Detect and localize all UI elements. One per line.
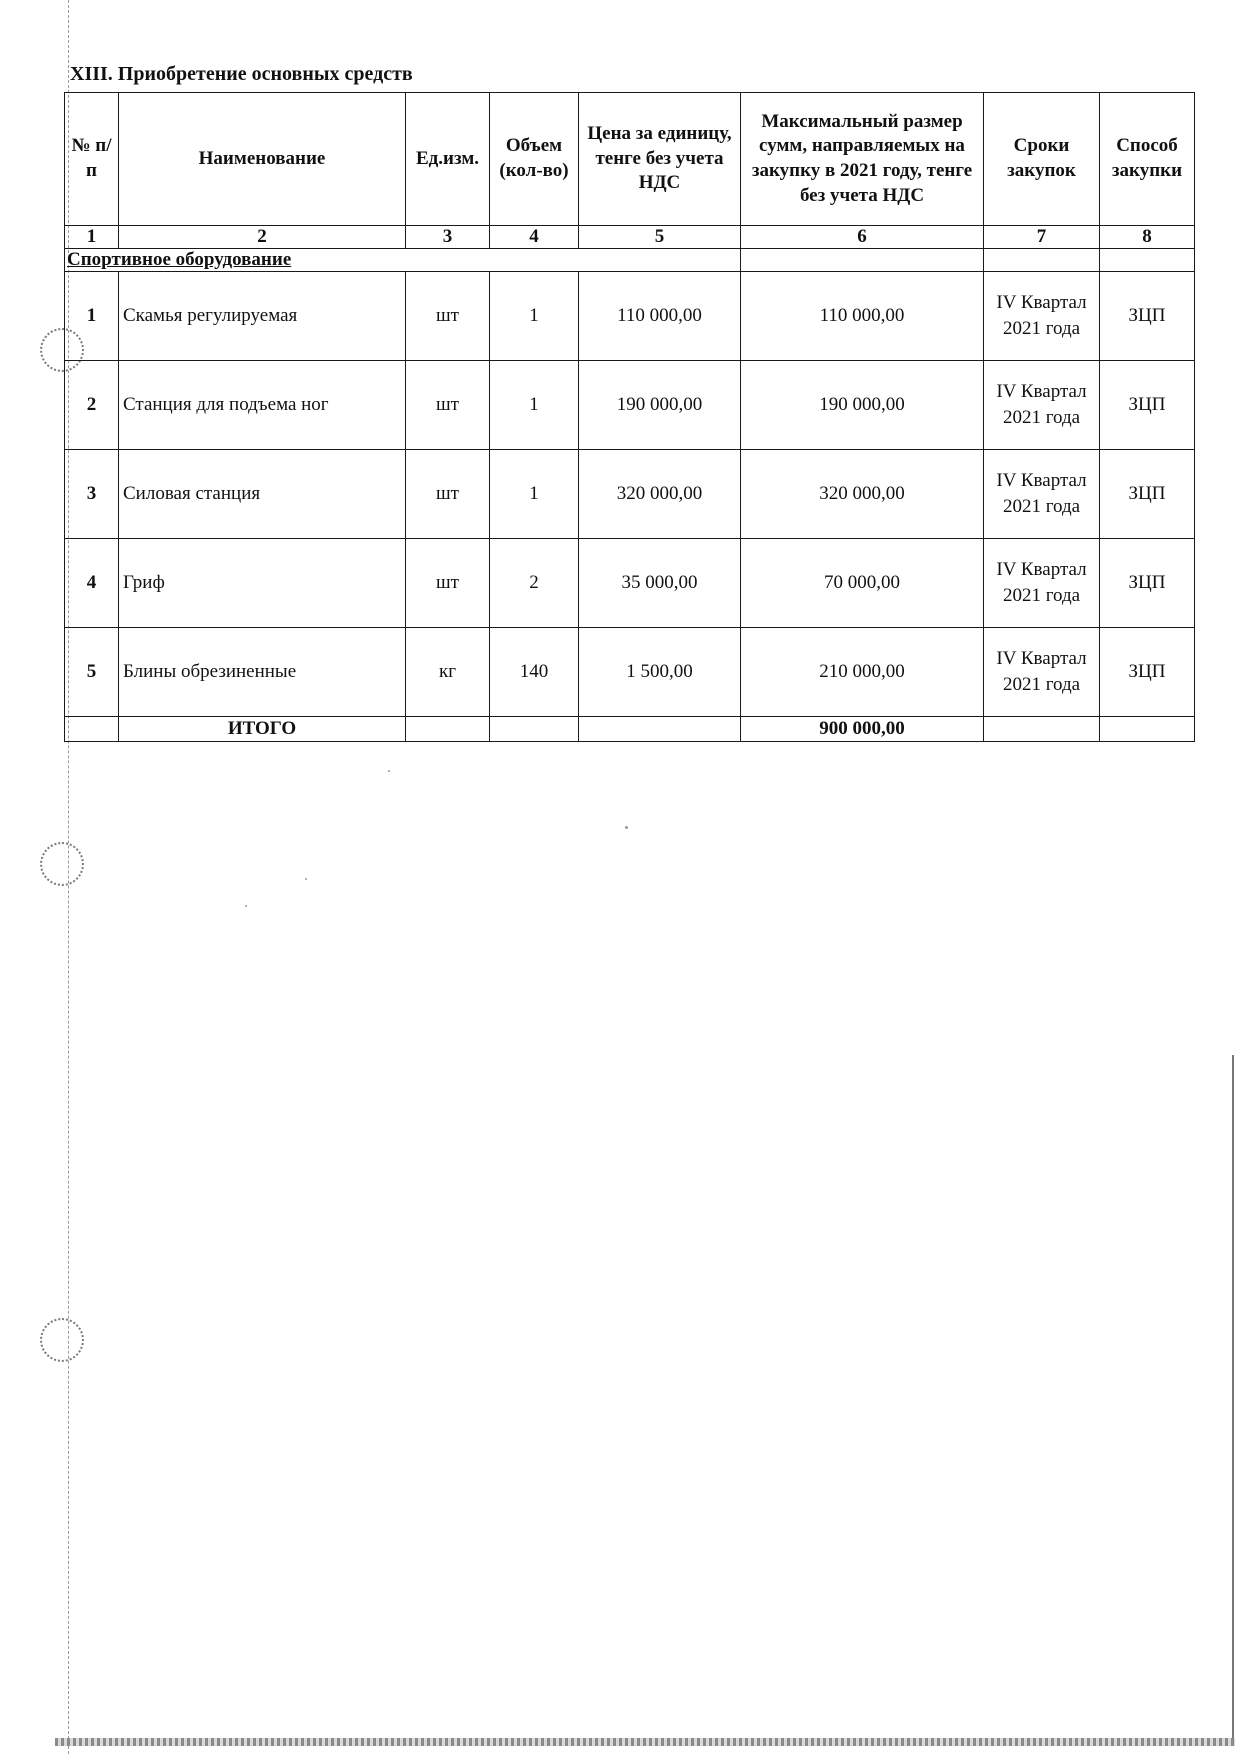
column-number: 7 (984, 226, 1100, 249)
column-number: 6 (741, 226, 984, 249)
item-name: Силовая станция (119, 450, 406, 539)
header-cell-no: № п/п (65, 93, 119, 226)
item-unit: кг (406, 628, 490, 717)
scan-speck (245, 905, 247, 907)
item-method: ЗЦП (1100, 539, 1195, 628)
empty-cell (406, 717, 490, 742)
row-number: 3 (65, 450, 119, 539)
item-term: IV Квартал 2021 года (984, 272, 1100, 361)
item-method: ЗЦП (1100, 450, 1195, 539)
item-term: IV Квартал 2021 года (984, 628, 1100, 717)
item-name: Скамья регулируемая (119, 272, 406, 361)
column-number: 8 (1100, 226, 1195, 249)
item-method: ЗЦП (1100, 628, 1195, 717)
item-qty: 140 (490, 628, 579, 717)
item-unit: шт (406, 361, 490, 450)
table-row (65, 450, 1195, 539)
column-number: 3 (406, 226, 490, 249)
empty-cell (490, 717, 579, 742)
header-cell-term: Сроки закупок (984, 93, 1100, 226)
empty-cell (984, 249, 1100, 272)
column-number: 4 (490, 226, 579, 249)
item-term: IV Квартал 2021 года (984, 450, 1100, 539)
table-row (65, 361, 1195, 450)
punch-hole-mark (40, 1318, 84, 1362)
scan-right-edge (1232, 1055, 1234, 1745)
punch-hole-mark (40, 842, 84, 886)
row-number: 2 (65, 361, 119, 450)
item-term: IV Квартал 2021 года (984, 539, 1100, 628)
item-method: ЗЦП (1100, 272, 1195, 361)
item-qty: 1 (490, 361, 579, 450)
item-unit: шт (406, 539, 490, 628)
total-amount: 900 000,00 (741, 717, 984, 742)
table-row (65, 539, 1195, 628)
item-price: 190 000,00 (579, 361, 741, 450)
table-row (65, 628, 1195, 717)
total-label: ИТОГО (119, 717, 406, 742)
header-cell-unit: Ед.изм. (406, 93, 490, 226)
group-label: Спортивное оборудование (65, 249, 741, 272)
header-cell-qty: Объем (кол-во) (490, 93, 579, 226)
item-price: 110 000,00 (579, 272, 741, 361)
row-number: 5 (65, 628, 119, 717)
scan-speck (625, 826, 628, 829)
item-amount: 70 000,00 (741, 539, 984, 628)
item-amount: 210 000,00 (741, 628, 984, 717)
scan-speck (305, 878, 307, 880)
empty-cell (579, 717, 741, 742)
item-qty: 2 (490, 539, 579, 628)
empty-cell (1100, 717, 1195, 742)
column-number-row (65, 226, 1195, 249)
column-number: 5 (579, 226, 741, 249)
procurement-table (64, 92, 1195, 742)
row-number: 1 (65, 272, 119, 361)
header-cell-method: Способ закупки (1100, 93, 1195, 226)
header-cell-price: Цена за единицу, тенге без учета НДС (579, 93, 741, 226)
item-price: 1 500,00 (579, 628, 741, 717)
empty-cell (984, 717, 1100, 742)
item-amount: 320 000,00 (741, 450, 984, 539)
item-term: IV Квартал 2021 года (984, 361, 1100, 450)
total-row (65, 717, 1195, 742)
column-number: 1 (65, 226, 119, 249)
item-price: 35 000,00 (579, 539, 741, 628)
item-qty: 1 (490, 272, 579, 361)
item-name: Гриф (119, 539, 406, 628)
scan-bottom-edge (55, 1738, 1235, 1746)
header-cell-amount: Максимальный размер сумм, направляемых на закупку в 2021 году, тенге без учета НДС (741, 93, 984, 226)
row-number: 4 (65, 539, 119, 628)
column-number: 2 (119, 226, 406, 249)
empty-cell (741, 249, 984, 272)
scan-speck (388, 770, 390, 772)
item-unit: шт (406, 450, 490, 539)
empty-cell (1100, 249, 1195, 272)
item-method: ЗЦП (1100, 361, 1195, 450)
item-price: 320 000,00 (579, 450, 741, 539)
item-amount: 110 000,00 (741, 272, 984, 361)
empty-cell (65, 717, 119, 742)
table-row (65, 272, 1195, 361)
section-title: XIII. Приобретение основных средств (70, 63, 413, 85)
header-cell-name: Наименование (119, 93, 406, 226)
item-name: Блины обрезиненные (119, 628, 406, 717)
item-name: Станция для подъема ног (119, 361, 406, 450)
item-unit: шт (406, 272, 490, 361)
item-qty: 1 (490, 450, 579, 539)
header-row (65, 93, 1195, 226)
group-row (65, 249, 1195, 272)
item-amount: 190 000,00 (741, 361, 984, 450)
